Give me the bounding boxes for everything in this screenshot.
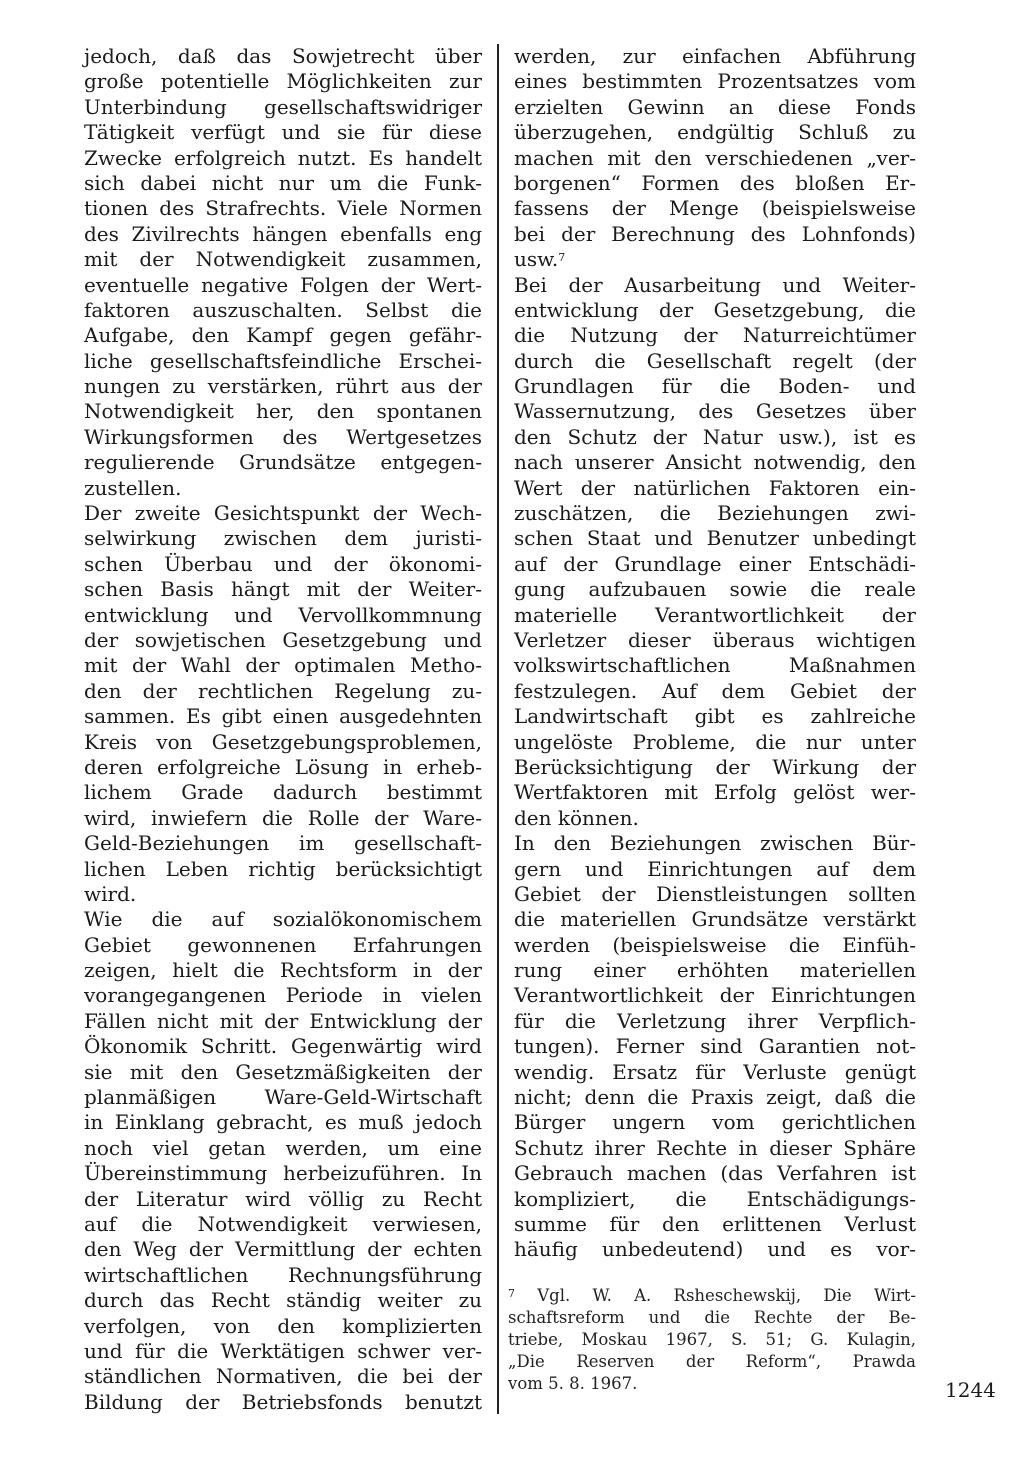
text-line: schen Überbau und der ökonomi- <box>84 551 482 576</box>
text-line: ungelöste Probleme, die nur unter <box>514 729 916 754</box>
footnote-line: vom 5. 8. 1967. <box>508 1374 638 1393</box>
text-line: erzielten Gewinn an diese Fonds <box>514 94 916 119</box>
text-line: auf die Notwendigkeit verwiesen, <box>84 1211 482 1236</box>
text-line: Notwendigkeit her, den spontanen <box>84 399 482 424</box>
footnote-line: schaftsreform und die Rechte der Be- <box>508 1308 916 1327</box>
text-line: Gebiet der Dienstleistungen sollten <box>514 881 916 906</box>
text-line: Fällen nicht mit der Entwicklung der <box>84 1008 482 1033</box>
text-line: Tätigkeit verfügt und sie für diese <box>84 120 482 145</box>
text-line: den Weg der Vermittlung der echten <box>84 1237 482 1262</box>
text-line: zustellen. <box>84 475 182 500</box>
text-line: wirtschaftlichen Rechnungsführung <box>84 1262 482 1287</box>
footnote-marker: 7 <box>508 1287 515 1300</box>
text-line: die materiellen Grundsätze verstärkt <box>514 907 916 932</box>
text-line: lichen Leben richtig berücksichtigt <box>84 856 482 881</box>
text-line: Gebiet gewonnenen Erfahrungen <box>84 932 482 957</box>
text-line: zeigen, hielt die Rechtsform in der <box>84 958 482 983</box>
text-line: Berücksichtigung der Wirkung der <box>514 754 916 779</box>
text-line: Wirkungsformen des Wertgesetzes <box>84 424 482 449</box>
text-line: häufig unbedeutend) und es vor- <box>514 1237 916 1262</box>
text-line: eines bestimmten Prozentsatzes vom <box>514 69 916 94</box>
text-line: wird. <box>84 881 137 906</box>
text-line: durch das Recht ständig weiter zu <box>84 1288 482 1313</box>
text-line: Wassernutzung, des Gesetzes über <box>514 399 916 424</box>
footnote-line: triebe, Moskau 1967, S. 51; G. Kulagin, <box>508 1330 916 1349</box>
text-line: durch die Gesellschaft regelt (der <box>514 348 916 373</box>
text-line: und für die Werktätigen schwer ver- <box>84 1338 482 1363</box>
footnote-lines <box>508 1285 916 1395</box>
text-line: tionen des Strafrechts. Viele Normen <box>84 196 482 221</box>
text-line: in Einklang gebracht, es muß jedoch <box>84 1110 482 1135</box>
footnote-text: Vgl. W. A. Rsheschewskij, Die Wirt- <box>515 1286 916 1305</box>
text-line: des Zivilrechts hängen ebenfalls eng <box>84 221 482 246</box>
text-line: In den Beziehungen zwischen Bür- <box>514 831 916 856</box>
text-line: nicht; denn die Praxis zeigt, daß die <box>514 1085 916 1110</box>
text-line: Verantwortlichkeit der Einrichtungen <box>514 983 916 1008</box>
text-line: gern und Einrichtungen auf dem <box>514 856 916 881</box>
text-line: Zwecke erfolgreich nutzt. Es handelt <box>84 145 482 170</box>
footnote-line: „Die Reserven der Reform“, Prawda <box>508 1352 916 1371</box>
text-line: jedoch, daß das Sowjetrecht über <box>84 44 482 68</box>
left-text-column <box>84 44 482 1415</box>
text-line: volkswirtschaftlichen Maßnahmen <box>514 653 916 678</box>
text-line: mit der Wahl der optimalen Metho- <box>84 653 482 678</box>
text-line: kompliziert, die Entschädigungs- <box>514 1186 916 1211</box>
text-line: auf der Grundlage einer Entschädi- <box>514 551 916 576</box>
text-line: der sowjetischen Gesetzgebung und <box>84 627 482 652</box>
text-line: summe für den erlittenen Verlust <box>514 1211 916 1236</box>
text-line: Grundlagen für die Boden- und <box>514 374 916 399</box>
text-line: werden, zur einfachen Abführung <box>514 44 916 68</box>
text-line: tungen). Ferner sind Garantien not- <box>514 1034 916 1059</box>
text-line: schen Staat und Benutzer unbedingt <box>514 526 916 551</box>
text-line: vorangegangenen Periode in vielen <box>84 983 482 1008</box>
text-line: für die Verletzung ihrer Verpflich- <box>514 1008 916 1033</box>
text-line: fassens der Menge (beispielsweise <box>514 196 916 221</box>
text-line: Gebrauch machen (das Verfahren ist <box>514 1161 916 1186</box>
text-line: Wert der natürlichen Faktoren ein- <box>514 475 916 500</box>
footnote <box>508 1285 916 1395</box>
text-line: sammen. Es gibt einen ausgedehnten <box>84 704 482 729</box>
text-line: materielle Verantwortlichkeit der <box>514 602 916 627</box>
page-number: 1244 <box>945 1378 996 1402</box>
text-line: Aufgabe, den Kampf gegen gefähr- <box>84 323 482 348</box>
text-line: planmäßigen Ware-Geld-Wirtschaft <box>84 1085 482 1110</box>
text-line: eventuelle negative Folgen der Wert- <box>84 272 482 297</box>
text-line: liche gesellschaftsfeindliche Erschei- <box>84 348 482 373</box>
text-line: große potentielle Möglichkeiten zur <box>84 69 482 94</box>
footnote-line <box>508 1285 916 1307</box>
footnote-reference: 7 <box>558 251 566 265</box>
text-line: rung einer erhöhten materiellen <box>514 958 916 983</box>
text-line: Bildung der Betriebsfonds benutzt <box>84 1389 482 1414</box>
text-line: den können. <box>514 805 639 830</box>
text-line: sich dabei nicht nur um die Funk- <box>84 170 482 195</box>
text-line: noch viel getan werden, um eine <box>84 1135 482 1160</box>
text-line: usw. <box>514 247 559 272</box>
text-line: lichem Grade dadurch bestimmt <box>84 780 482 805</box>
text-line: Wie die auf sozialökonomischem <box>84 907 482 932</box>
text-line: faktoren auszuschalten. Selbst die <box>84 297 482 322</box>
text-line: machen mit den verschiedenen „ver- <box>514 145 916 170</box>
text-line: Bürger ungern vom gerichtlichen <box>514 1110 916 1135</box>
right-text-column <box>514 44 916 1263</box>
text-line: bei der Berechnung des Lohnfonds) <box>514 221 916 246</box>
text-line: entwicklung der Gesetzgebung, die <box>514 297 916 322</box>
text-line: die Nutzung der Naturreichtümer <box>514 323 916 348</box>
text-line: Geld-Beziehungen im gesellschaft- <box>84 831 482 856</box>
text-line: ständlichen Normativen, die bei der <box>84 1364 482 1389</box>
text-line: Unterbindung gesellschaftswidriger <box>84 94 482 119</box>
text-line: festzulegen. Auf dem Gebiet der <box>514 678 916 703</box>
text-line: Ökonomik Schritt. Gegenwärtig wird <box>84 1034 482 1059</box>
text-line: wendig. Ersatz für Verluste genügt <box>514 1059 916 1084</box>
text-line: Verletzer dieser überaus wichtigen <box>514 627 916 652</box>
text-line: den Schutz der Natur usw.), ist es <box>514 424 916 449</box>
text-line-with-ref <box>514 247 916 272</box>
text-line: nungen zu verstärken, rührt aus der <box>84 374 482 399</box>
text-line: der Literatur wird völlig zu Recht <box>84 1186 482 1211</box>
text-line: überzugehen, endgültig Schluß zu <box>514 120 916 145</box>
text-line: entwicklung und Vervollkommnung <box>84 602 482 627</box>
text-line: wird, inwiefern die Rolle der Ware- <box>84 805 482 830</box>
text-line: Bei der Ausarbeitung und Weiter- <box>514 272 916 297</box>
text-line: Der zweite Gesichtspunkt der Wech- <box>84 501 482 526</box>
text-line: werden (beispielsweise die Einfüh- <box>514 932 916 957</box>
text-line: nach unserer Ansicht notwendig, den <box>514 450 916 475</box>
text-line: sie mit den Gesetzmäßigkeiten der <box>84 1059 482 1084</box>
text-line: gung aufzubauen sowie die reale <box>514 577 916 602</box>
text-line: Schutz ihrer Rechte in dieser Sphäre <box>514 1135 916 1160</box>
text-line: mit der Notwendigkeit zusammen, <box>84 247 482 272</box>
text-line: regulierende Grundsätze entgegen- <box>84 450 482 475</box>
text-line: zuschätzen, die Beziehungen zwi- <box>514 501 916 526</box>
text-line: Wertfaktoren mit Erfolg gelöst wer- <box>514 780 916 805</box>
column-divider <box>497 44 499 1414</box>
text-line: deren erfolgreiche Lösung in erheb- <box>84 754 482 779</box>
text-line: schen Basis hängt mit der Weiter- <box>84 577 482 602</box>
text-line: selwirkung zwischen dem juristi- <box>84 526 482 551</box>
text-line: Übereinstimmung herbeizuführen. In <box>84 1161 482 1186</box>
text-line: borgenen“ Formen des bloßen Er- <box>514 170 916 195</box>
text-line: Landwirtschaft gibt es zahlreiche <box>514 704 916 729</box>
text-line: Kreis von Gesetzgebungsproblemen, <box>84 729 482 754</box>
text-line: verfolgen, von den komplizierten <box>84 1313 482 1338</box>
text-line: den der rechtlichen Regelung zu- <box>84 678 482 703</box>
